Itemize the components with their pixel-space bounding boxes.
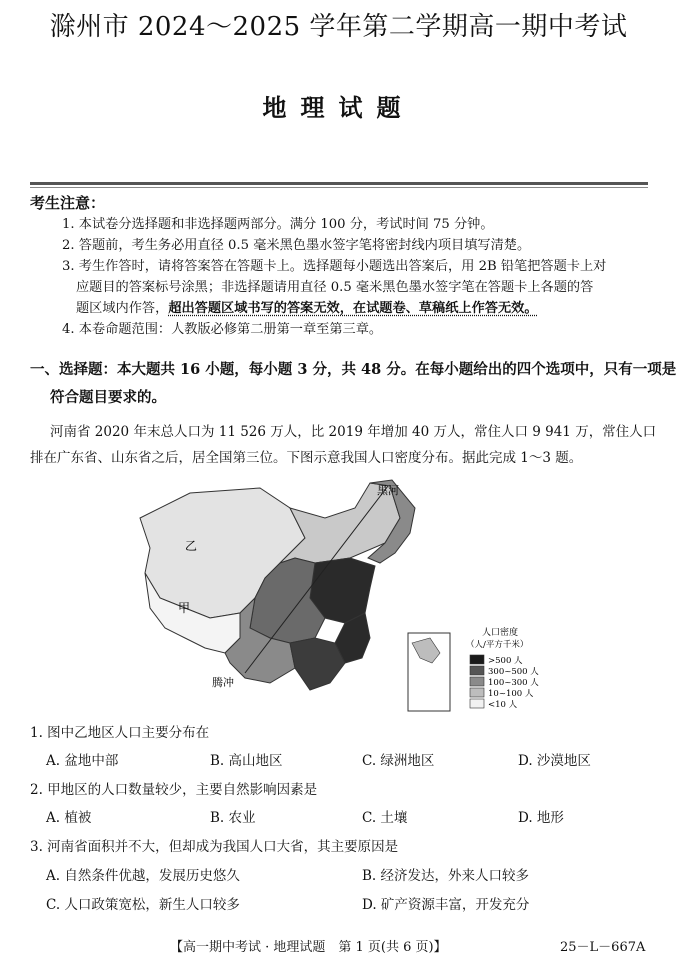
section-heading: 一、选择题：本大题共 16 小题，每小题 3 分，共 48 分。在每小题给出的四个选项中，只有一项是 bbox=[30, 361, 677, 378]
passage-line-2: 排在广东省、山东省之后，居全国第三位。下图示意我国人口密度分布。据此完成 1～3 题。 bbox=[30, 450, 583, 466]
notice-item-3-line-3 bbox=[76, 297, 538, 316]
population-density-map bbox=[130, 478, 550, 718]
question-1-stem: 1. 图中乙地区人口主要分布在 bbox=[30, 725, 210, 741]
question-2-stem: 2. 甲地区的人口数量较少，主要自然影响因素是 bbox=[30, 782, 318, 798]
notice-item-3-text: 题区域内作答， bbox=[76, 301, 169, 316]
legend-swatch-2 bbox=[470, 666, 484, 675]
question-3-option-d: D. 矿产资源丰富，开发充分 bbox=[362, 897, 530, 913]
legend-swatch-5 bbox=[470, 699, 484, 708]
map-label-heihe: 黑河 bbox=[377, 484, 399, 497]
paper-code: 25－L－667A bbox=[560, 940, 646, 955]
map-label-jia: 甲 bbox=[178, 601, 191, 615]
notice-item-3: 3. 考生作答时，请将答案答在答题卡上。选择题每小题选出答案后，用 2B 铅笔把答题卡上对 bbox=[62, 259, 607, 274]
question-1-option-a: A. 盆地中部 bbox=[46, 753, 119, 769]
question-1-option-c: C. 绿洲地区 bbox=[362, 753, 435, 769]
divider-thick bbox=[30, 182, 648, 185]
legend-label-5: <10 人 bbox=[488, 700, 518, 710]
map-label-yi: 乙 bbox=[185, 539, 198, 553]
question-1-option-b: B. 高山地区 bbox=[210, 753, 283, 769]
legend-title: 人口密度 bbox=[482, 628, 519, 638]
question-2-option-c: C. 土壤 bbox=[362, 810, 408, 826]
legend-label-4: 10~100 人 bbox=[488, 689, 534, 699]
legend-label-1: >500 人 bbox=[488, 656, 523, 666]
passage-line-1: 河南省 2020 年末总人口为 11 526 万人，比 2019 年增加 40 万人，常住人口 9 941 万，常住人口 bbox=[50, 424, 657, 440]
legend-swatch-4 bbox=[470, 688, 484, 697]
notice-title: 考生注意： bbox=[30, 194, 106, 212]
question-3-option-a: A. 自然条件优越，发展历史悠久 bbox=[46, 868, 240, 884]
legend-label-3: 100~300 人 bbox=[488, 678, 539, 688]
notice-item-1: 1. 本试卷分选择题和非选择题两部分。满分 100 分，考试时间 75 分钟。 bbox=[62, 217, 494, 232]
question-1-option-d: D. 沙漠地区 bbox=[518, 753, 591, 769]
question-3-stem: 3. 河南省面积并不大，但却成为我国人口大省，其主要原因是 bbox=[30, 839, 399, 855]
notice-item-4: 4. 本卷命题范围：人教版必修第二册第一章至第三章。 bbox=[62, 322, 383, 337]
question-3-option-b: B. 经济发达，外来人口较多 bbox=[362, 868, 530, 884]
question-2-option-a: A. 植被 bbox=[46, 810, 92, 826]
page-footer: 【高一期中考试 · 地理试题 第 1 页(共 6 页)】 bbox=[170, 940, 447, 955]
subject-title: 地理试题 bbox=[262, 93, 415, 122]
question-3-option-c: C. 人口政策宽松，新生人口较多 bbox=[46, 897, 240, 913]
legend-unit: （人/平方千米） bbox=[466, 640, 529, 650]
question-2-option-b: B. 农业 bbox=[210, 810, 256, 826]
notice-item-2: 2. 答题前，考生务必用直径 0.5 毫米黑色墨水签字笔将密封线内项目填写清楚。 bbox=[62, 238, 531, 253]
legend-label-2: 300~500 人 bbox=[488, 667, 539, 677]
map-label-tengchong: 腾冲 bbox=[212, 676, 234, 689]
notice-emphasis: 超出答题区域书写的答案无效，在试题卷、草稿纸上作答无效。 bbox=[168, 301, 538, 316]
notice-item-3-line-2: 应题目的答案标号涂黑；非选择题请用直径 0.5 毫米黑色墨水签字笔在答题卡上各题的答 bbox=[76, 280, 594, 295]
map-south bbox=[290, 638, 345, 690]
divider-thin bbox=[30, 187, 648, 188]
section-heading-cont: 符合题目要求的。 bbox=[50, 389, 166, 406]
question-2-option-d: D. 地形 bbox=[518, 810, 564, 826]
exam-title: 滁州市 2024～2025 学年第二学期高一期中考试 bbox=[49, 12, 628, 42]
legend-swatch-3 bbox=[470, 677, 484, 686]
legend-swatch-1 bbox=[470, 655, 484, 664]
map-legend bbox=[466, 626, 539, 710]
